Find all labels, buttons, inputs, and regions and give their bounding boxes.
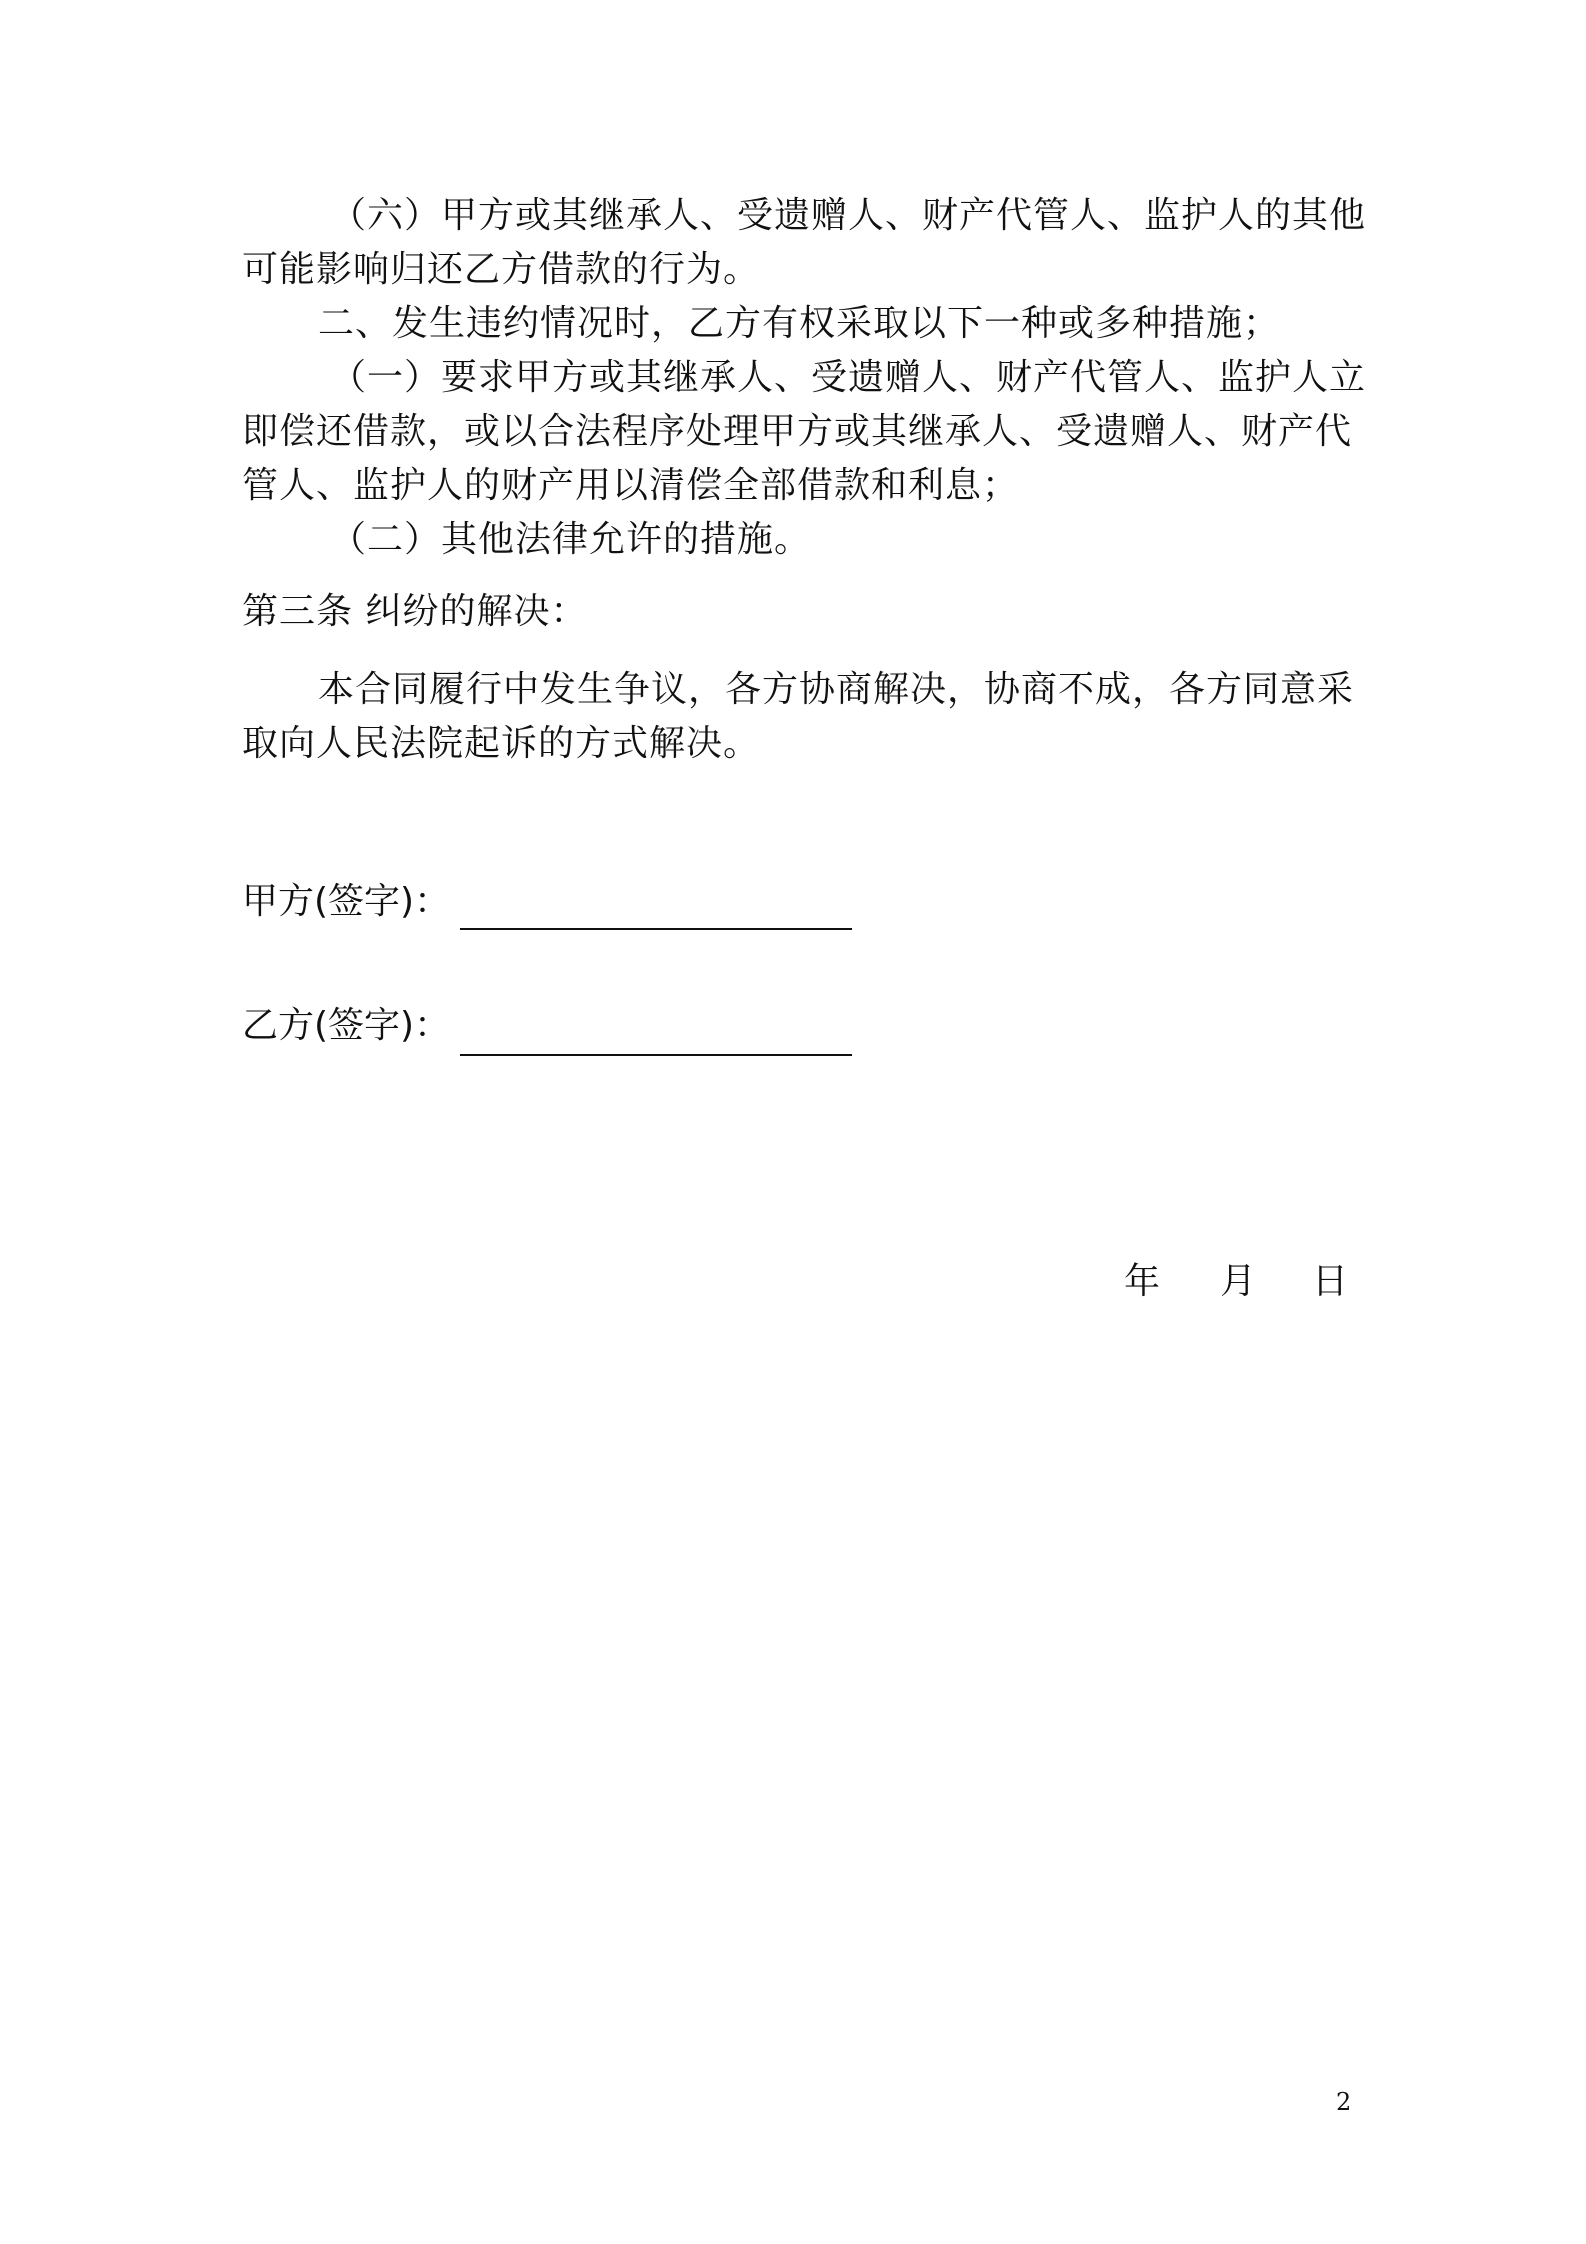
measure-two-line: （二）其他法律允许的措施。	[330, 519, 812, 560]
measure-one-line-1: （一）要求甲方或其继承人、受遗赠人、财产代管人、监护人立	[330, 357, 1367, 398]
party-a-signature-line	[460, 928, 852, 930]
date-month-label: 月	[1220, 1261, 1257, 1302]
date-day-label: 日	[1312, 1261, 1349, 1302]
measure-one-line-2: 即偿还借款，或以合法程序处理甲方或其继承人、受遗赠人、财产代	[242, 411, 1353, 452]
breach-measures-heading: 二、发生违约情况时，乙方有权采取以下一种或多种措施；	[318, 303, 1281, 344]
clause-six-line-1: （六）甲方或其继承人、受遗赠人、财产代管人、监护人的其他	[330, 195, 1367, 236]
party-b-signature-line	[460, 1054, 852, 1056]
party-a-signature-label: 甲方(签字)：	[242, 881, 451, 922]
page-number: 2	[1336, 2088, 1352, 2116]
article-three-heading: 第三条 纠纷的解决：	[242, 591, 588, 632]
date-year-label: 年	[1124, 1261, 1161, 1302]
measure-one-line-3: 管人、监护人的财产用以清偿全部借款和利息；	[242, 465, 1020, 506]
clause-six-line-2: 可能影响归还乙方借款的行为。	[242, 249, 761, 290]
dispute-resolution-line-2: 取向人民法院起诉的方式解决。	[242, 723, 761, 764]
dispute-resolution-line-1: 本合同履行中发生争议，各方协商解决，协商不成，各方同意采	[318, 669, 1355, 710]
party-b-signature-label: 乙方(签字)：	[242, 1005, 451, 1046]
